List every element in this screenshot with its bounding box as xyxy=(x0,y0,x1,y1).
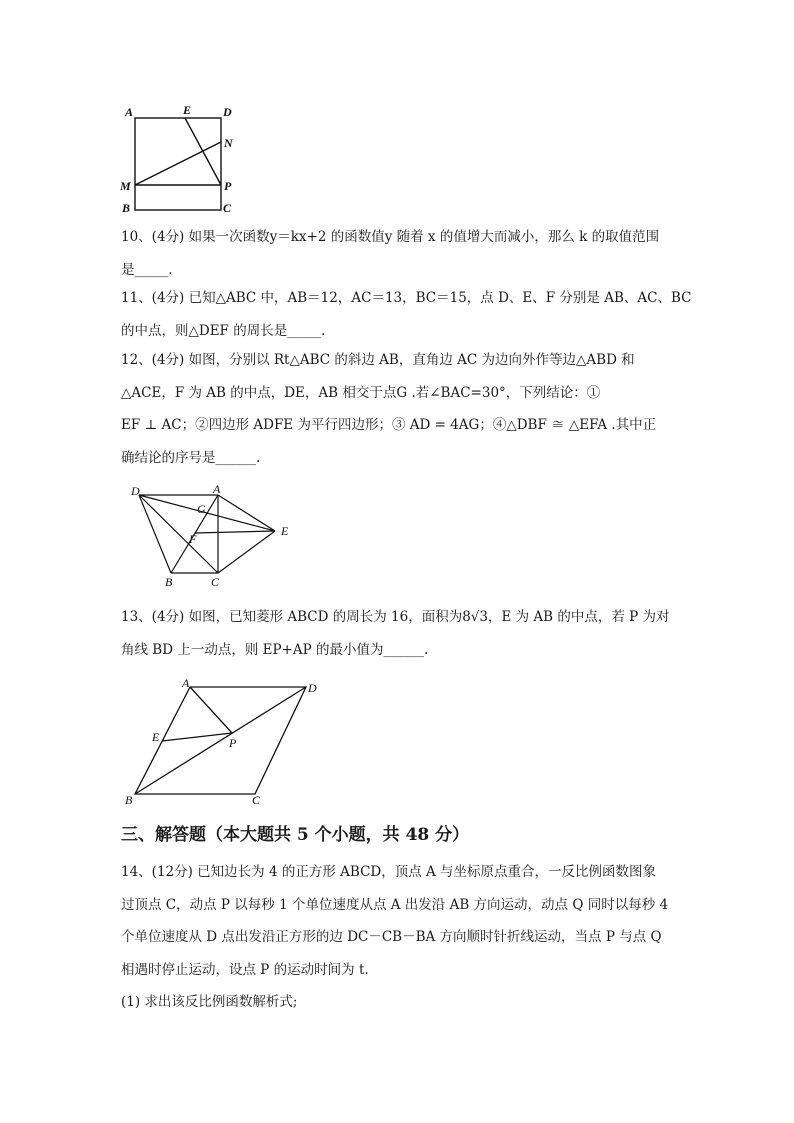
svg-text:G: G xyxy=(197,502,206,516)
q10-line-1: 10、(4分) 如果一次函数y＝kx+2 的函数值y 随着 x 的值增大而减小，那么 k 的取值范围 xyxy=(121,229,660,245)
figure-triangles-dge xyxy=(125,483,305,588)
question-14 xyxy=(121,856,681,1019)
svg-text:A: A xyxy=(213,483,221,496)
svg-text:B: B xyxy=(122,201,131,215)
q14-line-2: 过顶点 C，动点 P 以每秒 1 个单位速度从点 A 出发沿 AB 方向运动，动点 Q 同时以每秒 4 xyxy=(121,896,669,913)
question-11 xyxy=(121,282,692,347)
svg-text:M: M xyxy=(120,179,131,193)
svg-text:A: A xyxy=(182,676,190,690)
q14-line-3: 个单位速度从 D 点出发沿正方形的边 DC－CB－BA 方向顺时针折线运动，当点 P 与点 Q xyxy=(121,929,662,945)
q14-part-1: (1) 求出该反比例函数解析式; xyxy=(121,994,298,1010)
q12-line-3: EF ⊥ AC；②四边形 ADFE 为平行四边形；③ AD = 4AG；④△DBF ≅ △EFA .其中正 xyxy=(121,417,657,433)
q10-line-2: 是_____. xyxy=(121,261,173,278)
svg-text:F: F xyxy=(189,532,197,546)
svg-text:D: D xyxy=(223,105,232,119)
q12-line-1: 12、(4分) 如图，分别以 Rt△ABC 的斜边 AB，直角边 AC 为边向外作等边△ABD 和 xyxy=(121,352,635,368)
section-3-title: 三、解答题（本大题共 5 个小题，共 48 分） xyxy=(121,825,470,845)
figure-square-mnp xyxy=(115,100,245,220)
question-10 xyxy=(121,221,681,286)
q12-line-2: △ACE，F 为 AB 的中点，DE，AB 相交于点G .若∠BAC=30°，下列结论：① xyxy=(121,384,601,401)
svg-text:D: D xyxy=(308,681,317,695)
svg-text:B: B xyxy=(165,575,173,588)
svg-text:P: P xyxy=(229,736,237,750)
svg-text:P: P xyxy=(224,179,232,193)
svg-text:C: C xyxy=(211,575,220,588)
svg-text:C: C xyxy=(252,793,261,807)
q11-line-1: 11、(4分) 已知△ABC 中，AB＝12，AC＝13，BC＝15，点 D、E、F 分别是 AB、AC、BC xyxy=(121,290,692,306)
q12-line-4: 确结论的序号是______. xyxy=(121,449,261,466)
question-13 xyxy=(121,601,681,666)
svg-text:B: B xyxy=(125,793,133,807)
svg-text:E: E xyxy=(281,524,289,538)
svg-text:D: D xyxy=(131,484,140,498)
svg-text:N: N xyxy=(224,136,233,150)
q11-line-2: 的中点，则△DEF 的周长是_____. xyxy=(121,322,326,339)
question-12 xyxy=(121,344,681,474)
q14-line-1: 14、(12分) 已知边长为 4 的正方形 ABCD，顶点 A 与坐标原点重合，一反比例函数图象 xyxy=(121,864,657,880)
svg-text:C: C xyxy=(223,201,232,215)
q13-line-2: 角线 BD 上一动点，则 EP+AP 的最小值为______. xyxy=(121,641,429,658)
svg-text:A: A xyxy=(125,105,134,119)
q14-line-4: 相遇时停止运动，设点 P 的运动时间为 t. xyxy=(121,961,369,978)
svg-text:E: E xyxy=(183,103,192,117)
figure-rhombus-abcd xyxy=(120,675,330,810)
q13-line-1: 13、(4分) 如图，已知菱形 ABCD 的周长为 16，面积为8√3，E 为 AB 的中点，若 P 为对 xyxy=(121,609,670,625)
svg-text:E: E xyxy=(152,730,160,744)
